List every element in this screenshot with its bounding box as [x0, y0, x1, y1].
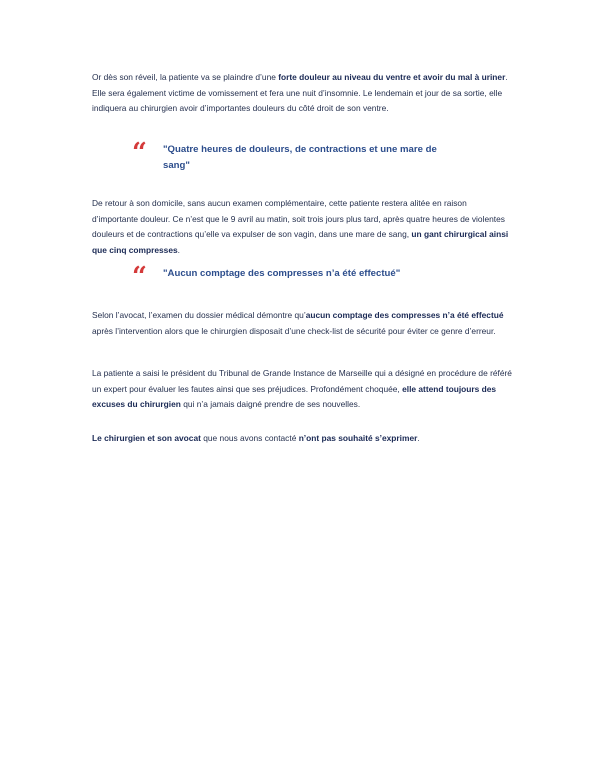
paragraph-return-home — [92, 196, 512, 258]
pull-quote-text: "Aucun comptage des compresses n’a été effectué" — [163, 268, 401, 279]
pull-quote-text: "Quatre heures de douleurs, de contractions et une mare de sang" — [163, 144, 437, 171]
emphasis-text: elle attend toujours des excuses du chirurgien — [92, 383, 497, 410]
text-segment: . — [417, 433, 420, 443]
paragraph-lawyer-review — [92, 308, 512, 339]
text-segment: . — [177, 244, 180, 255]
text-segment: De retour à son domicile, sans aucun examen complémentaire, cette patiente restera alitée en raison d’importante douleur. Ce n’est que le 9 avril au matin, soit trois jours plus tard, après quatre heures de violentes douleurs et de contractions qu’elle va expulser de son vagin, dans une mare de sang, — [92, 198, 505, 240]
emphasis-text: aucun comptage des compresses n’a été effectué — [305, 310, 504, 320]
emphasis-text: forte douleur au niveau du ventre et avoir du mal à uriner — [278, 72, 506, 82]
quote-mark-icon: “ — [132, 262, 146, 292]
text-segment: Selon l’avocat, l’examen du dossier médical démontre qu’ — [92, 310, 306, 320]
quote-mark-icon: “ — [132, 138, 146, 168]
emphasis-text: Le chirurgien et son avocat — [92, 433, 201, 443]
paragraph-wake-up-pain — [92, 70, 512, 117]
text-segment: Or dès son réveil, la patiente va se plaindre d’une — [92, 72, 279, 82]
text-segment: . Elle sera également victime de vomissement et fera une nuit d’insomnie. Le lendemain et jour de sa sortie, elle indiquera au chirurgien avoir d’importantes douleurs du côté droit de son ventre. — [92, 72, 508, 114]
emphasis-text: n’ont pas souhaité s’exprimer — [298, 433, 418, 443]
emphasis-text: un gant chirurgical ainsi que cinq compresses — [92, 229, 509, 255]
text-segment: après l’intervention alors que le chirurgien disposait d’une check-list de sécurité pour éviter ce genre d’erreur. — [92, 325, 496, 336]
text-segment: que nous avons contacté — [200, 433, 299, 443]
paragraph-no-comment — [92, 431, 512, 447]
paragraph-tribunal — [92, 366, 512, 413]
text-segment: La patiente a saisi le président du Tribunal de Grande Instance de Marseille qui a désigné en procédure de référé un expert pour évaluer les fautes ainsi que ses préjudices. Profondément choquée, — [92, 368, 512, 394]
text-segment: qui n’a jamais daigné prendre de ses nouvelles. — [180, 399, 361, 410]
